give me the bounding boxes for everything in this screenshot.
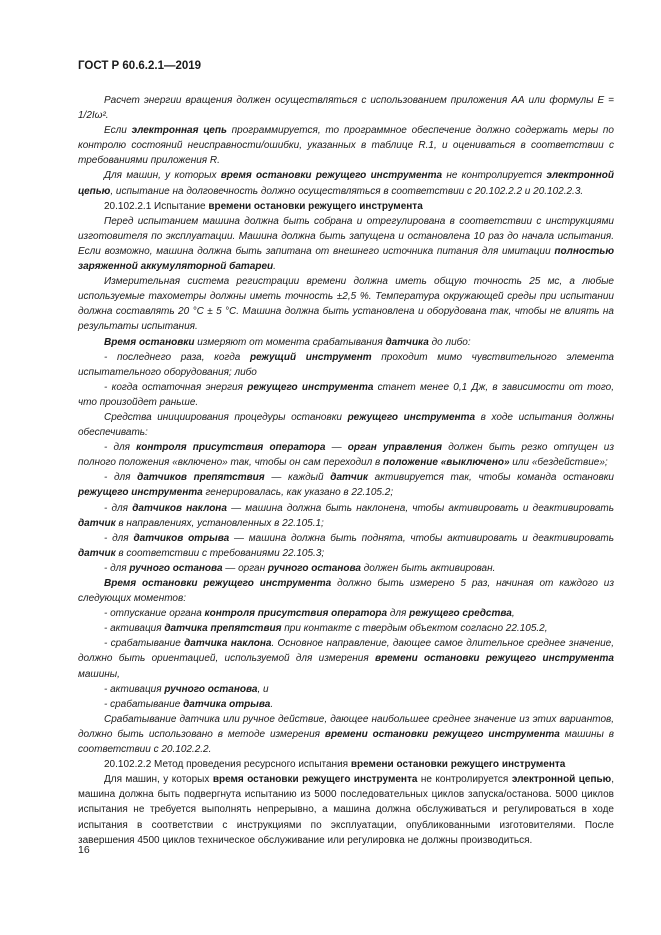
- section-heading: 20.102.2.1 Испытание времени остановки режущего инструмента: [104, 200, 423, 212]
- list-item: - для датчиков отрыва — машина должна быть поднята, чтобы активировать и деактивировать датчик в соответствии с требованиями 22.105.3;: [78, 532, 614, 559]
- paragraph: Перед испытанием машина должна быть собрана и отрегулирована в соответствии с инструкциями изготовителя по эксплуатации. Машина должна быть запущена и остановлена 10 раз до начала испытания. Если возможно, машина должна быть запитана от внешнего источника питания для имитации полностью заряженной аккумуляторной батареи.: [78, 215, 614, 273]
- list-item: - срабатывание датчика отрыва.: [104, 698, 274, 710]
- page-header-standard-id: ГОСТ Р 60.6.2.1—2019: [78, 60, 202, 72]
- paragraph: Для машин, у которых время остановки режущего инструмента не контролируется электронной цепью, машина должна быть подвергнута испытанию из 5000 последовательных циклов запуска/останова. 5000 циклов испытания не требуется выполнять непрерывно, а машина должна обслуживаться и регулироваться в ходе испытания в соответствии с инструкциями по эксплуатации, опубликованными изготовителями. После завершения 4500 циклов техническое обслуживание или регулировка не должны производиться.: [78, 774, 615, 846]
- list-item: - последнего раза, когда режущий инструмент проходит мимо чувствительного элемента испытательного оборудования; либо: [78, 351, 614, 378]
- paragraph: Измерительная система регистрации времени должна иметь общую точность 25 мс, а любые используемые тахометры должны иметь точность ±2,5 %. Температура окружающей среды при испытании должна составлять 20 °С ± 5 °С. Машина должна быть установлена и оборудована так, чтобы не влиять на результаты испытания.: [78, 276, 614, 333]
- paragraph: Время остановки режущего инструмента должно быть измерено 5 раз, начиная от каждого из следующих моментов:: [78, 578, 614, 605]
- paragraph: Если электронная цепь программируется, то программное обеспечение должно содержать меры по контролю состояний неисправности/ошибки, указанных в таблице R.1, и оцениваться в соответствии с требованиями приложения R.: [78, 125, 614, 167]
- list-item: - для контроля присутствия оператора — орган управления должен быть резко отпущен из полного положения «включено» так, чтобы он сам переходил в положение «выключено» или «бездействие»;: [78, 442, 614, 469]
- document-body: [78, 93, 614, 848]
- paragraph: Время остановки измеряют от момента срабатывания датчика до либо:: [104, 336, 471, 348]
- list-item: - активация ручного останова, и: [104, 683, 269, 695]
- paragraph: Срабатывание датчика или ручное действие, дающее наибольшее среднее значение из этих вариантов, должно быть использовано в методе измерения времени остановки режущего инструмента машины в соответствии с 20.102.2.2.: [78, 713, 614, 756]
- paragraph: Расчет энергии вращения должен осуществляться с использованием приложения АА или формулы E = 1/2Iω².: [78, 95, 614, 122]
- list-item: - когда остаточная энергия режущего инструмента станет менее 0,1 Дж, в зависимости от того, что произойдет раньше.: [78, 381, 615, 408]
- paragraph: Для машин, у которых время остановки режущего инструмента не контролируется электронной цепью, испытание на долговечность должно осуществляться в соответствии с 20.102.2.2 и 20.102.2.3.: [78, 170, 614, 197]
- list-item: - отпускание органа контроля присутствия оператора для режущего средства,: [104, 608, 515, 620]
- section-heading: 20.102.2.2 Метод проведения ресурсного испытания времени остановки режущего инструмента: [104, 759, 566, 771]
- page-number: 16: [78, 844, 90, 856]
- list-item: - активация датчика препятствия при контакте с твердым объектом согласно 22.105.2,: [104, 623, 548, 635]
- paragraph: Средства инициирования процедуры остановки режущего инструмента в ходе испытания должны обеспечивать:: [78, 411, 615, 439]
- list-item: - для датчиков наклона — машина должна быть наклонена, чтобы активировать и деактивировать датчик в направлениях, установленных в 22.105.1;: [78, 502, 614, 529]
- list-item: - для ручного останова — орган ручного останова должен быть активирован.: [104, 562, 496, 574]
- list-item: - для датчиков препятствия — каждый датчик активируется так, чтобы команда остановки режущего инструмента генерировалась, как указано в 22.105.2;: [78, 472, 614, 499]
- list-item: - срабатывание датчика наклона. Основное направление, дающее самое длительное среднее значение, должно быть ориентацией, используемой для измерения времени остановки режущего инструмента машины,: [78, 638, 614, 680]
